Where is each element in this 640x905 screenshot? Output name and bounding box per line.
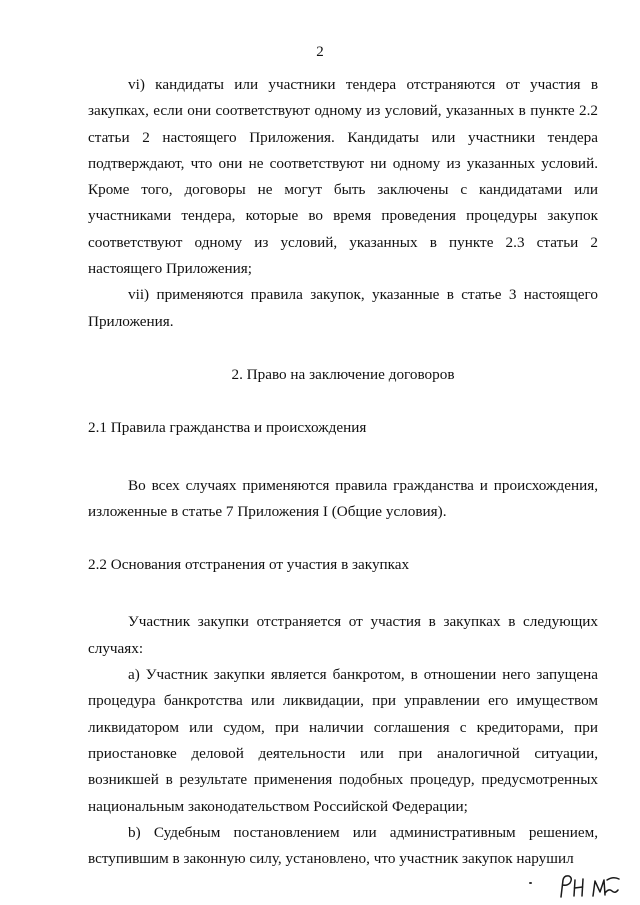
paragraph-item-vi: vi) кандидаты или участники тендера отстраняются от участия в закупках, если они соответствуют одному из условий, указанных в пункте 2.2 статьи 2 настоящего Приложения. Кандидаты или участники тендера подтверждают, что они не соответствуют ни одному из указанных условий. Кроме того, договоры не могут быть заключены с кандидатами или участниками тендера, которые во время проведения процедуры закупок соответствуют одному из условий, указанных в пункте 2.3 статьи 2 настоящего Приложения; xyxy=(88,76,598,278)
subsection-heading-2-1: 2.1 Правила гражданства и происхождения xyxy=(88,419,367,437)
subsection-heading-2-2: 2.2 Основания отстранения от участия в закупках xyxy=(88,556,410,574)
paragraph-item-vii: vii) применяются правила закупок, указанные в статье 3 настоящего Приложения. xyxy=(88,286,598,330)
section-heading: 2. Право на заключение договоров xyxy=(231,365,455,383)
list-item-b: b) Судебным постановлением или административным решением, вступившим в законную силу, установлено, что участник закупок нарушил xyxy=(88,823,598,868)
list-item-a: a) Участник закупки является банкротом, в отношении него запущена процедура банкротства или ликвидации, при управлении его имуществом ликвидатором или судом, при наличии соглашения с кредиторами, при приостановке деловой деятельности или при аналогичной ситуации, возникшей в результате применения подобных процедур, предусмотренных национальным законодательством Российской Федерации; xyxy=(88,666,598,815)
handwritten-signature-icon xyxy=(555,870,625,902)
document-body xyxy=(88,72,598,872)
dot-mark xyxy=(529,882,532,884)
paragraph-2-1-text: Во всех случаях применяются правила гражданства и происхождения, изложенные в статье 7 Приложения I (Общие условия). xyxy=(88,476,598,520)
page-number: 2 xyxy=(316,44,324,60)
paragraph-2-2-intro: Участник закупки отстраняется от участия в закупках в следующих случаях: xyxy=(88,613,598,657)
